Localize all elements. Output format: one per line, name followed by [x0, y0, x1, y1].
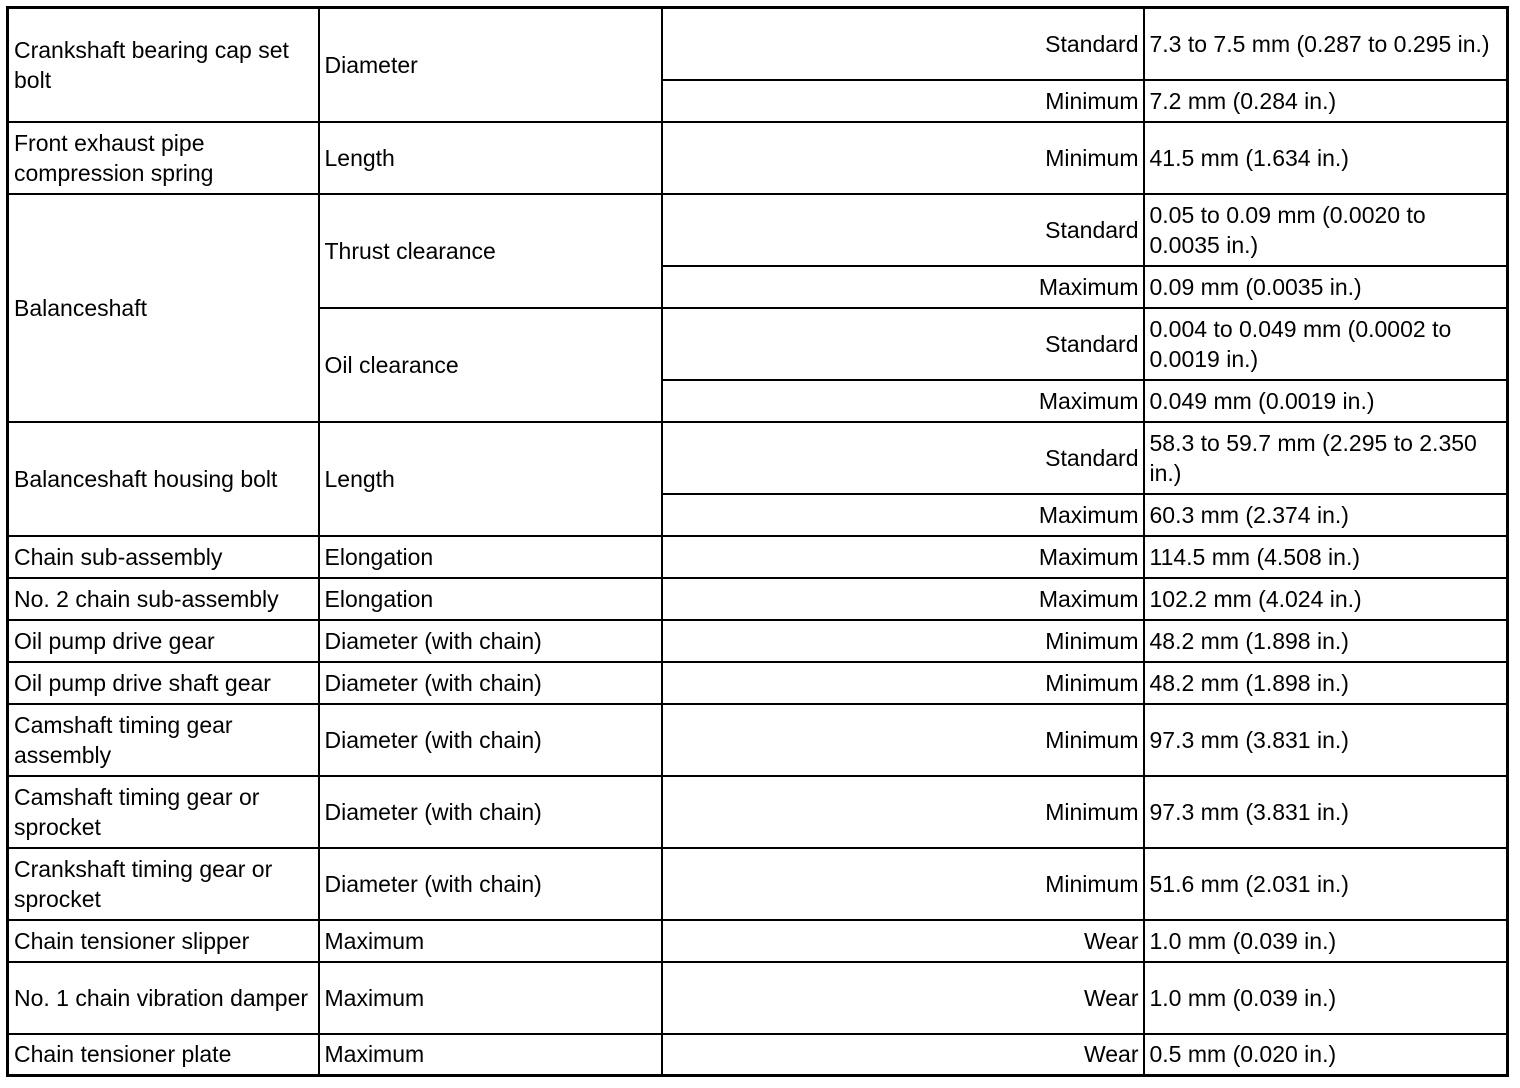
spec-value-cell: 102.2 mm (4.024 in.)	[1144, 578, 1508, 620]
table-row	[8, 848, 1508, 920]
spec-label-cell: Wear	[662, 962, 1144, 1034]
inspection-item-cell: Maximum	[319, 1034, 662, 1076]
inspection-item-cell: Oil clearance	[319, 308, 662, 422]
table-row	[8, 662, 1508, 704]
part-name-cell: Crankshaft bearing cap set bolt	[8, 8, 319, 122]
spec-value-cell: 60.3 mm (2.374 in.)	[1144, 494, 1508, 536]
part-name-cell: Oil pump drive shaft gear	[8, 662, 319, 704]
table-row	[8, 422, 1508, 494]
inspection-item-cell: Length	[319, 122, 662, 194]
part-name-cell: No. 2 chain sub-assembly	[8, 578, 319, 620]
table-row	[8, 1034, 1508, 1076]
table-row	[8, 620, 1508, 662]
spec-value-cell: 1.0 mm (0.039 in.)	[1144, 920, 1508, 962]
spec-value-cell: 114.5 mm (4.508 in.)	[1144, 536, 1508, 578]
specification-table	[6, 6, 1509, 1077]
inspection-item-cell: Elongation	[319, 536, 662, 578]
spec-label-cell: Wear	[662, 1034, 1144, 1076]
part-name-cell: Crankshaft timing gear or sprocket	[8, 848, 319, 920]
spec-value-cell: 58.3 to 59.7 mm (2.295 to 2.350 in.)	[1144, 422, 1508, 494]
spec-value-cell: 48.2 mm (1.898 in.)	[1144, 662, 1508, 704]
spec-value-cell: 0.004 to 0.049 mm (0.0002 to 0.0019 in.)	[1144, 308, 1508, 380]
spec-value-cell: 0.5 mm (0.020 in.)	[1144, 1034, 1508, 1076]
spec-label-cell: Maximum	[662, 536, 1144, 578]
spec-label-cell: Standard	[662, 194, 1144, 266]
inspection-item-cell: Maximum	[319, 962, 662, 1034]
table-row	[8, 920, 1508, 962]
spec-value-cell: 0.09 mm (0.0035 in.)	[1144, 266, 1508, 308]
spec-value-cell: 41.5 mm (1.634 in.)	[1144, 122, 1508, 194]
spec-label-cell: Maximum	[662, 266, 1144, 308]
part-name-cell: Balanceshaft housing bolt	[8, 422, 319, 536]
spec-label-cell: Minimum	[662, 776, 1144, 848]
inspection-item-cell: Diameter	[319, 8, 662, 122]
table-row	[8, 194, 1508, 266]
part-name-cell: No. 1 chain vibration damper	[8, 962, 319, 1034]
spec-value-cell: 48.2 mm (1.898 in.)	[1144, 620, 1508, 662]
spec-value-cell: 97.3 mm (3.831 in.)	[1144, 704, 1508, 776]
inspection-item-cell: Elongation	[319, 578, 662, 620]
part-name-cell: Chain sub-assembly	[8, 536, 319, 578]
spec-label-cell: Minimum	[662, 620, 1144, 662]
table-row	[8, 536, 1508, 578]
spec-value-cell: 51.6 mm (2.031 in.)	[1144, 848, 1508, 920]
table-row	[8, 776, 1508, 848]
spec-value-cell: 7.2 mm (0.284 in.)	[1144, 80, 1508, 122]
spec-label-cell: Maximum	[662, 578, 1144, 620]
spec-value-cell: 7.3 to 7.5 mm (0.287 to 0.295 in.)	[1144, 8, 1508, 80]
table-row	[8, 704, 1508, 776]
spec-value-cell: 0.05 to 0.09 mm (0.0020 to 0.0035 in.)	[1144, 194, 1508, 266]
spec-value-cell: 97.3 mm (3.831 in.)	[1144, 776, 1508, 848]
part-name-cell: Camshaft timing gear or sprocket	[8, 776, 319, 848]
spec-label-cell: Minimum	[662, 848, 1144, 920]
inspection-item-cell: Maximum	[319, 920, 662, 962]
part-name-cell: Camshaft timing gear assembly	[8, 704, 319, 776]
inspection-item-cell: Diameter (with chain)	[319, 620, 662, 662]
table-row	[8, 122, 1508, 194]
spec-label-cell: Maximum	[662, 494, 1144, 536]
spec-label-cell: Minimum	[662, 80, 1144, 122]
spec-label-cell: Maximum	[662, 380, 1144, 422]
spec-value-cell: 0.049 mm (0.0019 in.)	[1144, 380, 1508, 422]
spec-label-cell: Standard	[662, 422, 1144, 494]
spec-value-cell: 1.0 mm (0.039 in.)	[1144, 962, 1508, 1034]
inspection-item-cell: Length	[319, 422, 662, 536]
spec-label-cell: Wear	[662, 920, 1144, 962]
inspection-item-cell: Diameter (with chain)	[319, 848, 662, 920]
part-name-cell: Oil pump drive gear	[8, 620, 319, 662]
part-name-cell: Balanceshaft	[8, 194, 319, 422]
table-row	[8, 578, 1508, 620]
part-name-cell: Front exhaust pipe compression spring	[8, 122, 319, 194]
spec-label-cell: Minimum	[662, 122, 1144, 194]
inspection-item-cell: Diameter (with chain)	[319, 776, 662, 848]
spec-label-cell: Standard	[662, 8, 1144, 80]
inspection-item-cell: Diameter (with chain)	[319, 704, 662, 776]
table-row	[8, 8, 1508, 80]
spec-label-cell: Standard	[662, 308, 1144, 380]
spec-label-cell: Minimum	[662, 662, 1144, 704]
table-row	[8, 962, 1508, 1034]
part-name-cell: Chain tensioner slipper	[8, 920, 319, 962]
part-name-cell: Chain tensioner plate	[8, 1034, 319, 1076]
spec-label-cell: Minimum	[662, 704, 1144, 776]
inspection-item-cell: Diameter (with chain)	[319, 662, 662, 704]
inspection-item-cell: Thrust clearance	[319, 194, 662, 308]
